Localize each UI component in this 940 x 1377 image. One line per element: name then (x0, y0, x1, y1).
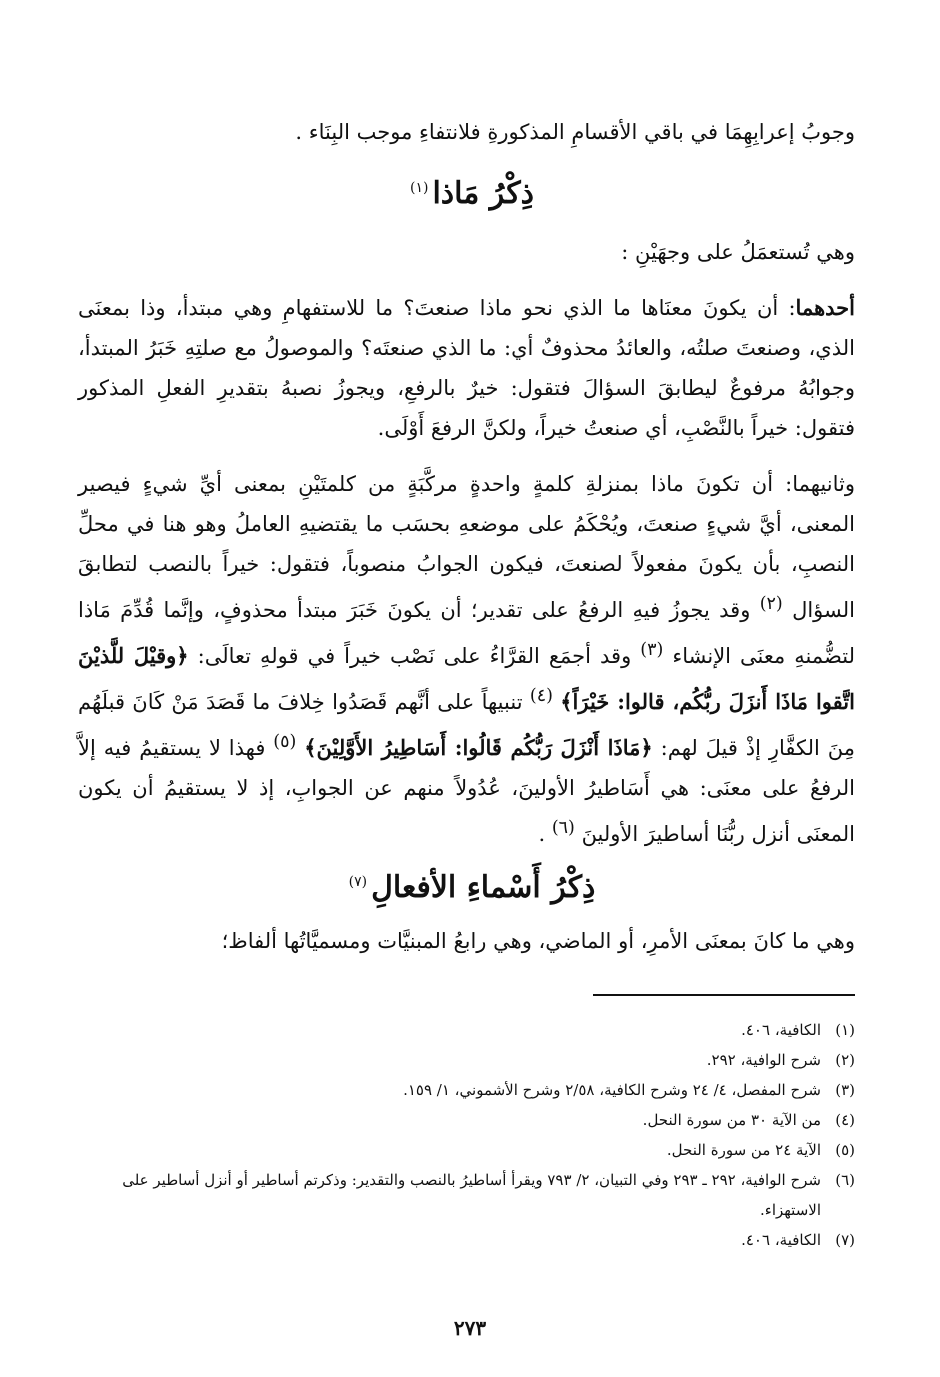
footnote-item (78, 1015, 855, 1045)
footnote-item (78, 1075, 855, 1105)
page-number: ٢٧٣ (453, 1316, 487, 1340)
paragraph-text: وثانيهما: أن تكونَ ماذا بمنزلةِ كلمةٍ واحدةٍ مركَّبَةٍ من كلمتَيْنِ بمعنى أيِّ شيءٍ فيصير المعنى، أيَّ شيءٍ صنعتَ، ويُحْكَمُ على موضعهِ بحسَب ما يقتضيهِ العاملُ وهو هنا في محلِّ النصبِ، بأن يكونَ مفعولاً لصنعتَ، فيكون الجوابُ منصوباً، فتقول: خيراً بالنصب لتطابقَ السؤال (78, 472, 855, 622)
footnote-ref: (١) (409, 180, 429, 196)
footnote-item (78, 1135, 855, 1165)
footnote-ref: (٥) (273, 732, 297, 752)
paragraph-text: تنبيهاً على أنَّهم قَصَدُوا خِلافَ ما قَصَدَ مَنْ كَانَ قبلَهُم مِنَ الكفَّارِ إذْ قيلَ لهم: (78, 690, 855, 760)
footnote-text: شرح المفصل، ٤/ ٢٤ وشرح الكافية، ٢/٥٨ وشرح الأشموني، ١/ ١٥٩. (403, 1081, 821, 1099)
heading-text: ذِكْرُ أَسْماءِ الأفعالِ (371, 870, 596, 905)
footnote-number: (٣) (835, 1081, 855, 1099)
paragraph-text: وقد أجمَع القرَّاءُ على نَصْب خيراً في قولهِ تعالَى: (197, 644, 632, 668)
footnote-ref: (٢) (759, 594, 783, 614)
footnote-number: (٥) (835, 1141, 855, 1159)
paragraph-first-usage (78, 288, 855, 448)
paragraph-text: : أن يكونَ معنَاها ما الذي نحو ماذا صنعتَ؟ ما للاستفهامِ وهي مبتدأ، وذا بمعنَى الذي، وصنعتَ صلتُه، والعائدُ محذوفٌ أي: ما الذي صنعتَه؟ والموصولُ مع صلتِهِ خَبَرُ المبتدأ، وجوابُهُ مرفوعٌ ليطابقَ السؤالَ فتقول: خيرٌ بالرفعِ، ويجوزُ نصبهُ بتقديرِ الفعلِ المذكور فتقول: خيراً بالنَّصْبِ، أي صنعتُ خيراً، ولكنَّ الرفعَ أَوْلَى. (78, 296, 855, 440)
footnote-item (78, 1165, 855, 1225)
paragraph-second-usage (78, 464, 855, 854)
footnote-number: (٢) (835, 1051, 855, 1069)
paragraph-text: فهذا لا يستقيمُ فيه إلاَّ الرفعُ على معنَى: هي أَسَاطيرُ الأولينَ، عُدُولاً منهم عن الجوابِ، إذ لا يستقيمُ أن يكون المعنَى أنزل ربُّنَا أساطيرَ الأولينَ (78, 736, 855, 846)
footnote-divider (593, 994, 855, 996)
footnote-ref: (٦) (551, 818, 575, 838)
footnote-number: (١) (835, 1021, 855, 1039)
quran-quote: ﴿مَاذَا أَنْزَلَ رَبُّكُم قَالُوا: أَسَاطِيرُ الأَوَّلِيْنَ﴾ (304, 735, 653, 760)
footnote-number: (٤) (835, 1111, 855, 1129)
footnote-ref: (٧) (348, 874, 368, 890)
paragraph-verb-nouns: وهي ما كانَ بمعنَى الأمرِ، أو الماضي، وهي رابعُ المبنيَّات ومسميَّاتُها ألفاظ؛ (221, 929, 855, 953)
continued-text-line: وجوبُ إعرابِهِمَا في باقي الأقسامِ المذكورةِ فلانتفاءِ موجب البِنَاء . (295, 120, 855, 144)
footnote-text: من الآية ٣٠ من سورة النحل. (642, 1111, 821, 1129)
intro-line: وهي تُستعمَلُ على وجهَيْنِ : (621, 240, 855, 264)
section-heading-madha (0, 168, 940, 214)
footnote-item (78, 1045, 855, 1075)
footnote-text: شرح الوافية، ٢٩٢. (706, 1051, 821, 1069)
paragraph-text: . (538, 822, 546, 846)
section-heading-verb-nouns (0, 862, 940, 908)
footnotes-list (78, 1015, 855, 1255)
footnote-item (78, 1225, 855, 1255)
footnote-text: الكافية، ٤٠٦. (741, 1021, 821, 1039)
footnote-number: (٧) (835, 1231, 855, 1249)
footnote-text: الكافية، ٤٠٦. (741, 1231, 821, 1249)
quran-quote: ﴿وقيْلَ للَّذيْنَ اتَّقوا مَاذَا أَنزَلَ ربُّكُم، قالوا: خَيْرَاً﴾ (78, 643, 855, 714)
footnote-text: الآية ٢٤ من سورة النحل. (666, 1141, 821, 1159)
paragraph-lead: أحدهما (795, 295, 855, 320)
heading-text: ذِكْرُ مَاذا (432, 176, 534, 211)
footnote-number: (٦) (835, 1171, 855, 1189)
footnote-ref: (٣) (640, 640, 664, 660)
footnote-text: شرح الوافية، ٢٩٢ ـ ٢٩٣ وفي التبيان، ٢/ ٧٩٣ ويقرأ أساطيرُ بالنصب والتقدير: وذكرتم أساطير أو أنزل أساطير على الاستهزاء. (122, 1171, 821, 1219)
footnote-ref: (٤) (529, 686, 553, 706)
footnote-item (78, 1105, 855, 1135)
paragraph-text: وقد يجوزُ فيهِ الرفعُ على تقدير؛ أن يكونَ خَبَرَ مبتدأ محذوفٍ، وإنَّما قُدِّمَ مَاذا لتضُّمنهِ معنَى الإنشاء (78, 598, 855, 668)
